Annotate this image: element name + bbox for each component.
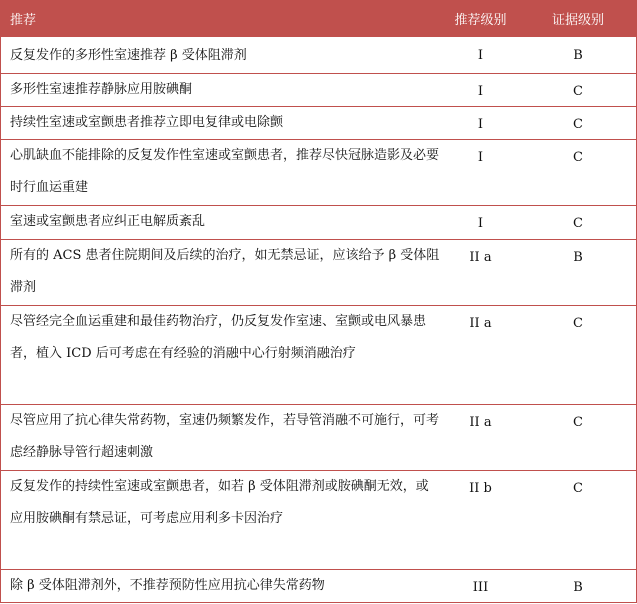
recommendation-class: II b [469,481,492,496]
recommendation-text: 反复发作的持续性室速或室颤患者，如若 β 受体阻滞剂或胺碘酮无效，或应用胺碘酮有禁忌证，可考虑应用利多卡因治疗 [10,479,429,526]
evidence-level: C [573,316,583,331]
recommendation-class: II a [469,316,492,331]
evidence-level: C [573,415,583,430]
table-row [1,139,636,205]
recommendation-text: 除 β 受体阻滞剂外，不推荐预防性应用抗心律失常药物 [10,578,325,593]
table-row [1,73,636,106]
header-class: 推荐级别 [454,12,507,28]
recommendation-class: I [477,48,484,63]
evidence-level: C [573,84,583,99]
evidence-level: C [573,117,583,132]
recommendation-text: 尽管经完全血运重建和最佳药物治疗，仍反复发作室速、室颤或电风暴患者，植入 ICD 后可考虑在有经验的消融中心行射频消融治疗 [10,314,427,361]
table-row [1,404,636,470]
header-recommendation: 推荐 [10,12,37,28]
recommendation-text: 反复发作的多形性室速推荐 β 受体阻滞剂 [10,48,247,63]
evidence-level: B [573,580,583,595]
header-evidence: 证据级别 [551,12,604,28]
recommendation-text: 持续性室速或室颤患者推荐立即电复律或电除颤 [10,115,284,130]
recommendation-class: I [477,216,484,231]
recommendation-class: I [477,84,484,99]
table-row [1,205,636,239]
recommendation-text: 多形性室速推荐静脉应用胺碘酮 [10,82,193,97]
recommendation-class: II a [469,415,492,430]
recommendation-class: III [472,580,489,595]
evidence-level: C [573,150,583,165]
recommendation-class: II a [469,250,492,265]
table-row [1,305,636,404]
recommendation-text: 室速或室颤患者应纠正电解质紊乱 [10,214,206,229]
evidence-level: B [573,48,583,63]
table-row [1,36,636,73]
evidence-level: C [573,216,583,231]
table-header [1,0,636,36]
evidence-level: C [573,481,583,496]
table-row [1,470,636,569]
recommendation-text: 尽管应用了抗心律失常药物，室速仍频繁发作，若导管消融不可施行，可考虑经静脉导管行超速刺激 [10,413,440,460]
table-row [1,239,636,305]
recommendation-text: 心肌缺血不能排除的反复发作性室速或室颤患者，推荐尽快冠脉造影及必要时行血运重建 [10,148,440,195]
recommendation-class: I [477,117,484,132]
evidence-level: B [573,250,583,265]
recommendation-class: I [477,150,484,165]
recommendation-text: 所有的 ACS 患者住院期间及后续的治疗，如无禁忌证，应该给予 β 受体阻滞剂 [10,248,440,295]
table-row [1,106,636,139]
table-row [1,569,636,603]
